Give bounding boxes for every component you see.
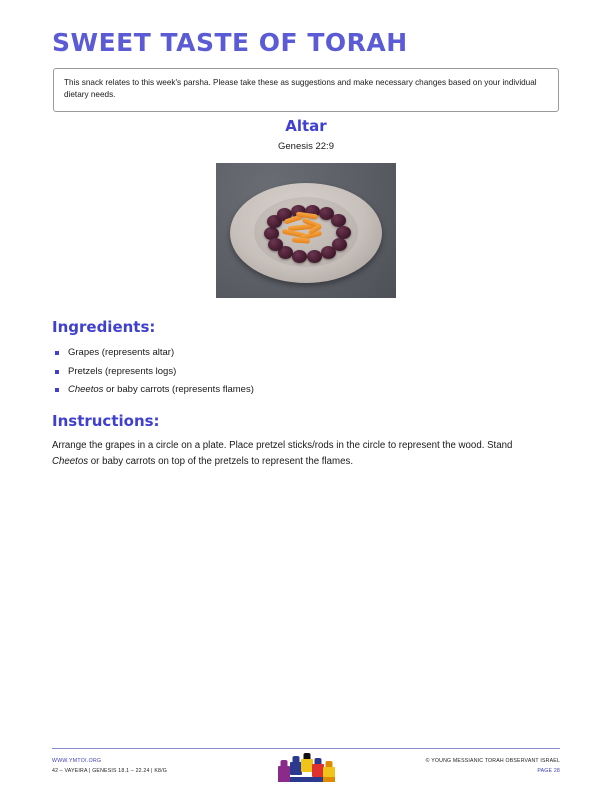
recipe-title: Altar	[285, 117, 327, 135]
dietary-note-box: This snack relates to this week's parsha. Please take these as suggestions and make necessary changes based on your individual dietary needs.	[53, 68, 559, 112]
instructions-text	[52, 438, 547, 469]
list-item	[52, 363, 512, 382]
ingredients-heading: Ingredients:	[52, 318, 156, 336]
bullet-icon	[55, 351, 59, 355]
recipe-photo	[216, 163, 396, 298]
instructions-part-1: Arrange the grapes in a circle on a plate. Place pretzel sticks/rods in the circle to represent the wood. Stand	[52, 440, 513, 451]
plate	[230, 183, 382, 283]
instructions-part-2: or baby carrots on top of the pretzels to represent the flames.	[88, 455, 354, 467]
footer-left	[52, 757, 167, 777]
footer-website[interactable]: WWW.YMTOI.ORG	[52, 758, 102, 764]
ingredients-list	[52, 344, 512, 400]
footer-page-number: PAGE 28	[537, 767, 560, 774]
list-item	[52, 344, 512, 363]
ingredient-text: Grapes (represents altar)	[68, 347, 175, 358]
footer-issue: 42 – VAYEIRA | GENESIS 18.1 – 22.24 | K8/G	[52, 767, 167, 774]
footer-divider	[52, 748, 560, 749]
bullet-icon	[55, 388, 59, 392]
footer-right	[426, 757, 560, 777]
scripture-reference: Genesis 22:9	[278, 141, 334, 152]
instructions-brand: Cheetos	[52, 455, 89, 467]
logo-figure-5	[323, 761, 335, 782]
bullet-icon	[55, 370, 59, 374]
grape-ring	[264, 207, 350, 263]
instructions-heading: Instructions:	[52, 412, 160, 430]
ingredient-text: Pretzels (represents logs)	[68, 365, 177, 377]
page-title: SWEET TASTE OF TORAH	[52, 28, 408, 57]
footer-copyright: © YOUNG MESSIANIC TORAH OBSERVANT ISRAEL	[425, 758, 560, 764]
ymtoi-logo	[274, 752, 338, 782]
logo-figure-1	[278, 760, 290, 782]
ingredient-brand: Cheetos	[68, 384, 104, 396]
ingredient-text: or baby carrots (represents flames)	[103, 384, 254, 396]
list-item	[52, 381, 512, 400]
